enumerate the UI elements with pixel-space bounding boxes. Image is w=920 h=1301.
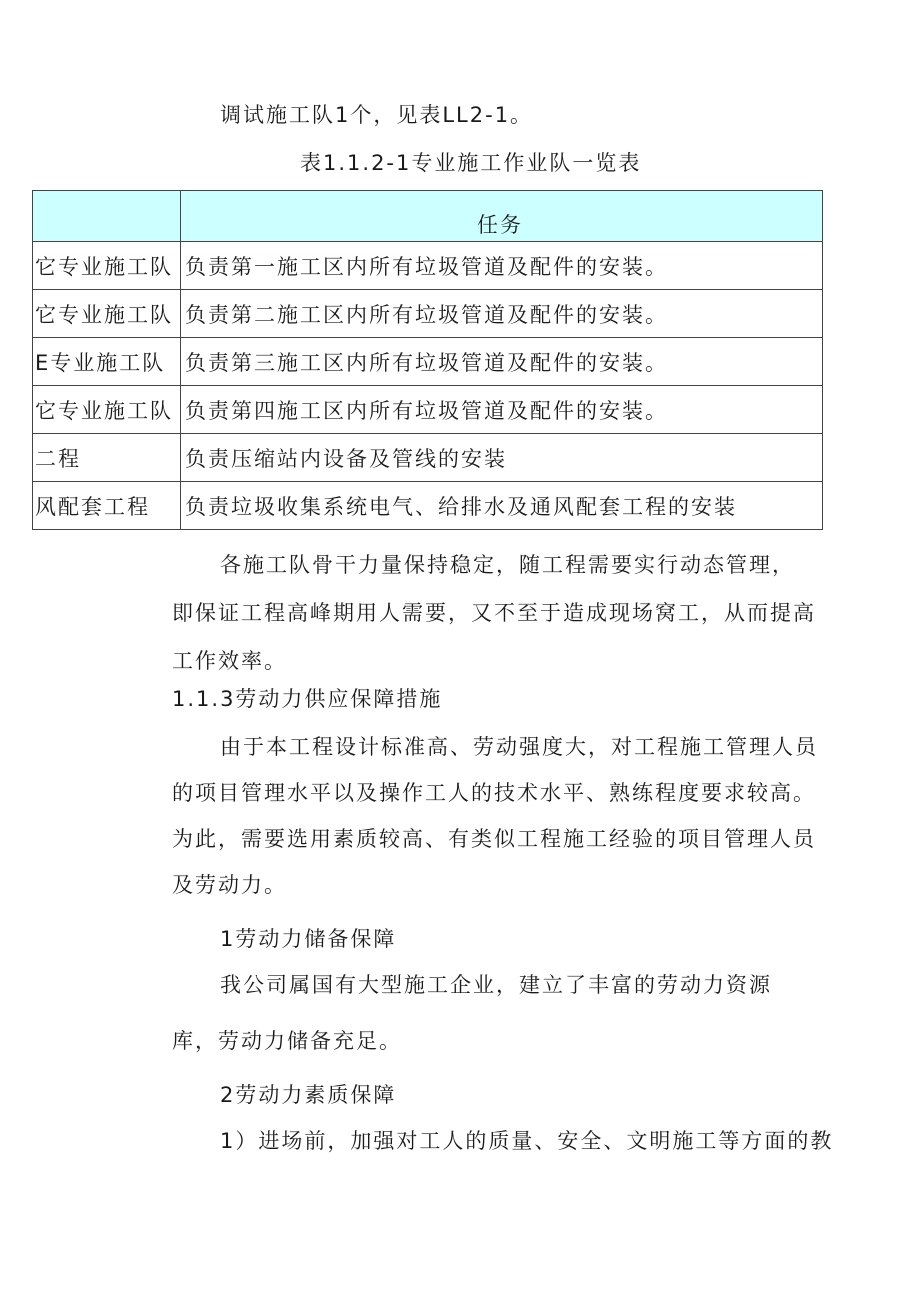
section-heading: 1.1.3劳动力供应保障措施 (172, 687, 443, 711)
task-cell: 负责第二施工区内所有垃圾管道及配件的安装。 (181, 290, 823, 338)
subsection-heading: 1劳动力储备保障 (220, 927, 397, 951)
team-name-cell: 它专业施工队 (33, 242, 181, 290)
team-name-cell: 二程 (33, 434, 181, 482)
task-cell: 负责第一施工区内所有垃圾管道及配件的安装。 (181, 242, 823, 290)
table-row (33, 434, 823, 482)
task-cell: 负责压缩站内设备及管线的安装 (181, 434, 823, 482)
table-row (33, 290, 823, 338)
body-paragraph-line: 为此，需要选用素质较高、有类似工程施工经验的项目管理人员 (172, 827, 816, 851)
team-table (32, 190, 823, 530)
table-row (33, 338, 823, 386)
body-paragraph-line: 及劳动力。 (172, 873, 287, 897)
header-cell-team (33, 191, 181, 242)
team-name-cell: 它专业施工队 (33, 386, 181, 434)
body-paragraph-line: 即保证工程高峰期用人需要，又不至于造成现场窝工，从而提高 (172, 601, 816, 625)
body-paragraph-line: 由于本工程设计标准高、劳动强度大，对工程施工管理人员 (220, 735, 818, 759)
intro-line: 调试施工队1个，见表LL2-1。 (220, 103, 534, 127)
table-header-row (33, 191, 823, 242)
body-paragraph-line: 1）进场前，加强对工人的质量、安全、文明施工等方面的教 (220, 1129, 834, 1153)
body-paragraph-line: 的项目管理水平以及操作工人的技术水平、熟练程度要求较高。 (172, 781, 816, 805)
table-row (33, 386, 823, 434)
team-name-cell: E专业施工队 (33, 338, 181, 386)
subsection-heading: 2劳动力素质保障 (220, 1083, 397, 1107)
team-name-cell: 它专业施工队 (33, 290, 181, 338)
task-cell: 负责第三施工区内所有垃圾管道及配件的安装。 (181, 338, 823, 386)
task-cell: 负责第四施工区内所有垃圾管道及配件的安装。 (181, 386, 823, 434)
body-paragraph-line: 库，劳动力储备充足。 (172, 1029, 402, 1053)
body-paragraph-line: 我公司属国有大型施工企业，建立了丰富的劳动力资源 (220, 973, 772, 997)
body-paragraph-line: 各施工队骨干力量保持稳定，随工程需要实行动态管理， (220, 553, 795, 577)
header-cell-task: 任务 (181, 191, 823, 242)
task-cell: 负责垃圾收集系统电气、给排水及通风配套工程的安装 (181, 482, 823, 530)
table-caption: 表1.1.2-1专业施工作业队一览表 (300, 151, 642, 175)
team-name-cell: 风配套工程 (33, 482, 181, 530)
table-row (33, 482, 823, 530)
body-paragraph-line: 工作效率。 (172, 649, 287, 673)
table-row (33, 242, 823, 290)
